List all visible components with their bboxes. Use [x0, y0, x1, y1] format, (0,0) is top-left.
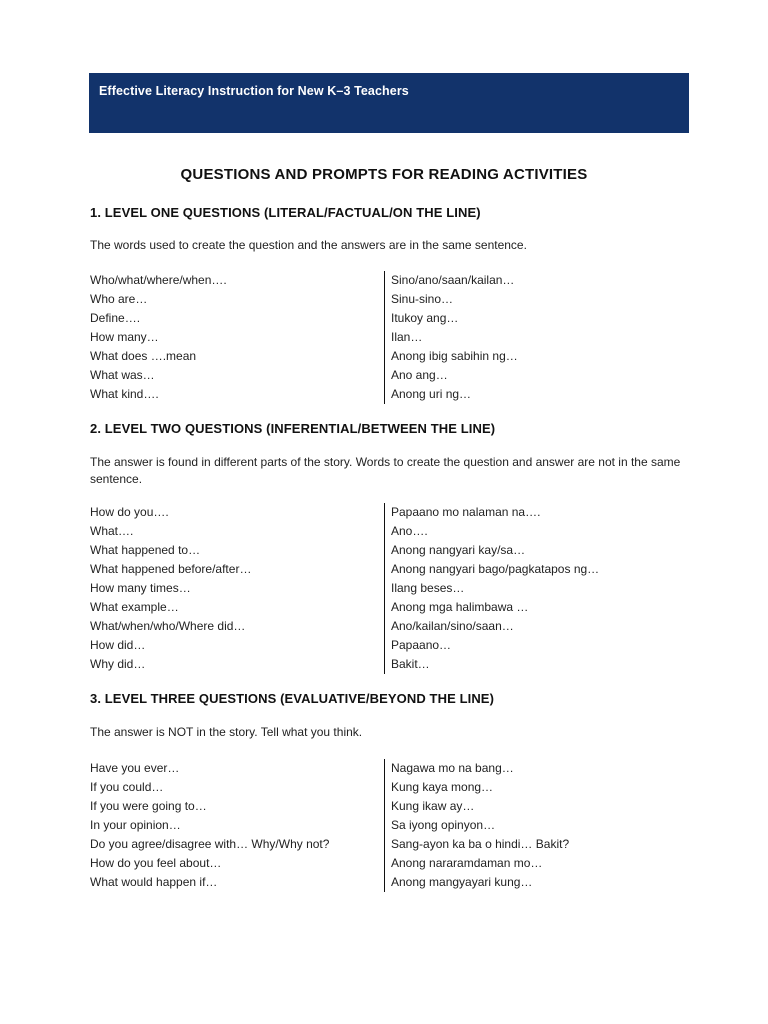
filipino-prompt: Anong mangyayari kung… [391, 875, 533, 889]
filipino-prompt: Sa iyong opinyon… [391, 818, 496, 832]
table-row [90, 579, 690, 598]
english-prompt: Why did… [90, 657, 146, 671]
table-row [90, 290, 690, 309]
english-prompt: Who are… [90, 292, 148, 306]
table-row [90, 655, 690, 674]
table-row [90, 309, 690, 328]
english-prompt: How did… [90, 638, 146, 652]
english-prompt: What would happen if… [90, 875, 218, 889]
english-prompt: What kind…. [90, 387, 159, 401]
filipino-prompt: Ilang beses… [391, 581, 465, 595]
section-3-description: The answer is NOT in the story. Tell what you think. [90, 725, 363, 739]
table-row [90, 835, 690, 854]
filipino-prompt: Ano/kailan/sino/saan… [391, 619, 514, 633]
english-prompt: How many… [90, 330, 159, 344]
filipino-prompt: Anong mga halimbawa … [391, 600, 529, 614]
table-row [90, 271, 690, 290]
table-row [90, 778, 690, 797]
filipino-prompt: Nagawa mo na bang… [391, 761, 514, 775]
english-prompt: What happened to… [90, 543, 201, 557]
filipino-prompt: Kung ikaw ay… [391, 799, 475, 813]
table-row [90, 759, 690, 778]
filipino-prompt: Papaano… [391, 638, 452, 652]
english-prompt: If you could… [90, 780, 164, 794]
filipino-prompt: Sino/ano/saan/kailan… [391, 273, 515, 287]
english-prompt: How many times… [90, 581, 191, 595]
section-1-question-table [90, 271, 690, 404]
english-prompt: What was… [90, 368, 155, 382]
page-title: QUESTIONS AND PROMPTS FOR READING ACTIVITIES [180, 166, 588, 183]
english-prompt: Who/what/where/when…. [90, 273, 227, 287]
header-band [89, 73, 689, 133]
table-row [90, 636, 690, 655]
filipino-prompt: Papaano mo nalaman na…. [391, 505, 541, 519]
filipino-prompt: Kung kaya mong… [391, 780, 494, 794]
filipino-prompt: Itukoy ang… [391, 311, 459, 325]
english-prompt: Do you agree/disagree with… Why/Why not? [90, 837, 330, 851]
header-title: Effective Literacy Instruction for New K–3 Teachers [99, 84, 409, 98]
section-1-description: The words used to create the question and the answers are in the same sentence. [90, 238, 527, 252]
filipino-prompt: Ilan… [391, 330, 423, 344]
table-row [90, 560, 690, 579]
table-row [90, 854, 690, 873]
filipino-prompt: Sang-ayon ka ba o hindi… Bakit? [391, 837, 570, 851]
english-prompt: What does ….mean [90, 349, 197, 363]
filipino-prompt: Anong uri ng… [391, 387, 472, 401]
english-prompt: What example… [90, 600, 179, 614]
english-prompt: Define…. [90, 311, 141, 325]
english-prompt: In your opinion… [90, 818, 181, 832]
table-row [90, 873, 690, 892]
table-row [90, 617, 690, 636]
section-2-question-table [90, 503, 690, 674]
filipino-prompt: Anong nangyari bago/pagkatapos ng… [391, 562, 600, 576]
english-prompt: How do you…. [90, 505, 169, 519]
section-3-question-table [90, 759, 690, 892]
filipino-prompt: Ano ang… [391, 368, 448, 382]
table-row [90, 503, 690, 522]
section-2-heading: 2. LEVEL TWO QUESTIONS (INFERENTIAL/BETWEEN THE LINE) [90, 421, 496, 436]
table-row [90, 328, 690, 347]
english-prompt: Have you ever… [90, 761, 180, 775]
english-prompt: If you were going to… [90, 799, 207, 813]
table-row [90, 366, 690, 385]
section-3-heading: 3. LEVEL THREE QUESTIONS (EVALUATIVE/BEYOND THE LINE) [90, 691, 495, 706]
english-prompt: How do you feel about… [90, 856, 222, 870]
filipino-prompt: Anong nararamdaman mo… [391, 856, 543, 870]
filipino-prompt: Bakit… [391, 657, 430, 671]
table-row [90, 598, 690, 617]
table-row [90, 797, 690, 816]
table-row [90, 541, 690, 560]
table-row [90, 347, 690, 366]
table-row [90, 385, 690, 404]
english-prompt: What/when/who/Where did… [90, 619, 246, 633]
filipino-prompt: Ano…. [391, 524, 428, 538]
section-1-heading: 1. LEVEL ONE QUESTIONS (LITERAL/FACTUAL/ON THE LINE) [90, 205, 481, 220]
filipino-prompt: Sinu-sino… [391, 292, 454, 306]
table-row [90, 816, 690, 835]
table-row [90, 522, 690, 541]
filipino-prompt: Anong nangyari kay/sa… [391, 543, 526, 557]
filipino-prompt: Anong ibig sabihin ng… [391, 349, 518, 363]
section-2-description: The answer is found in different parts of the story. Words to create the question and answer are not in the same sentence. [90, 455, 681, 486]
english-prompt: What…. [90, 524, 134, 538]
english-prompt: What happened before/after… [90, 562, 252, 576]
